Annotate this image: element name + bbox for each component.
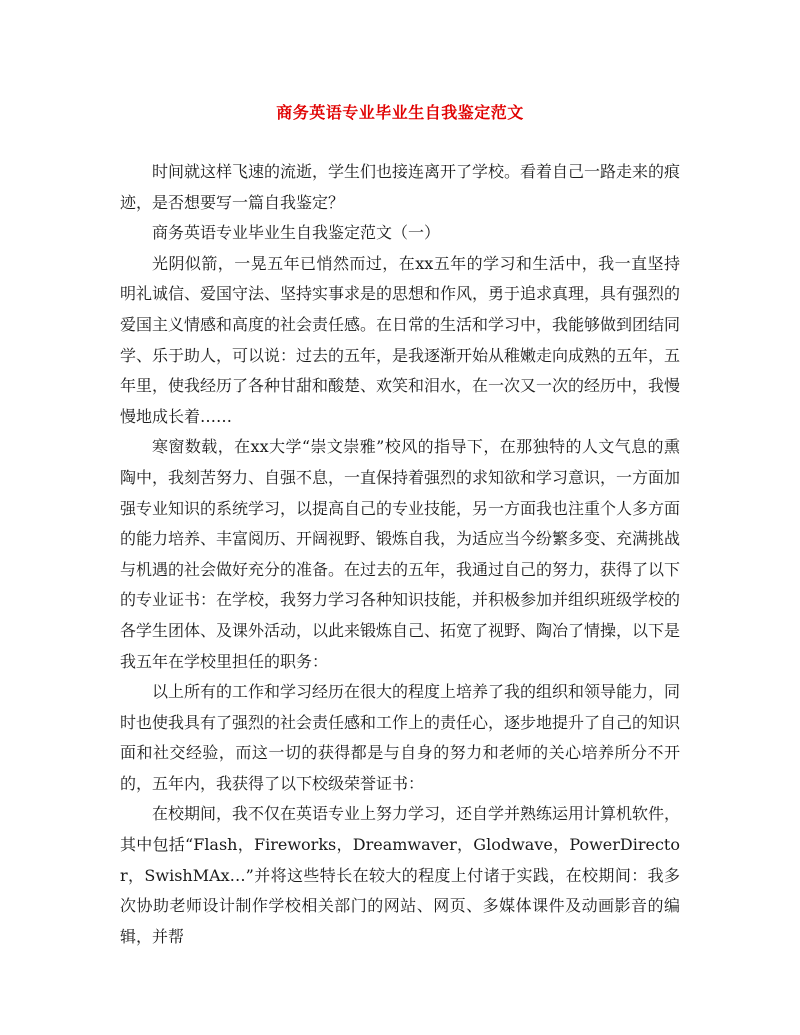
- paragraph-intro: 时间就这样飞速的流逝，学生们也接连离开了学校。看着自己一路走来的痕迹，是否想要写一篇自我鉴定？: [120, 162, 681, 212]
- paragraph-body-4: 在校期间，我不仅在英语专业上努力学习，还自学并熟练运用计算机软件，其中包括“Flash，Fireworks，Dreamwaver，Glodwave，PowerDirector，SwishMAx…”并将这些特长在较大的程度上付诸于实践，在校期间：我多次协助老师设计制作学校相关部门的网站、网页、多媒体课件及动画影音的编辑，并帮: [120, 804, 681, 946]
- paragraph-body-1: 光阴似箭，一晃五年已悄然而过，在xx五年的学习和生活中，我一直坚持明礼诚信、爱国守法、坚持实事求是的思想和作风，勇于追求真理，具有强烈的爱国主义情感和高度的社会责任感。在日常的生活和学习中，我能够做到团结同学、乐于助人，可以说：过去的五年，是我逐渐开始从稚嫩走向成熟的五年，五年里，使我经历了各种甘甜和酸楚、欢笑和泪水，在一次又一次的经历中，我慢慢地成长着……: [120, 253, 681, 426]
- paragraph-body-3: 以上所有的工作和学习经历在很大的程度上培养了我的组织和领导能力，同时也使我具有了强烈的社会责任感和工作上的责任心，逐步地提升了自己的知识面和社交经验，而这一切的获得都是与自身的努力和老师的关心培养所分不开的，五年内，我获得了以下校级荣誉证书：: [120, 682, 681, 793]
- document-title: 商务英语专业毕业生自我鉴定范文: [276, 103, 524, 122]
- paragraph-body-2: 寒窗数载，在xx大学“崇文崇雅”校风的指导下，在那独特的人文气息的熏陶中，我刻苦努力、自强不息，一直保持着强烈的求知欲和学习意识，一方面加强专业知识的系统学习，以提高自己的专业技能，另一方面我也注重个人多方面的能力培养、丰富阅历、开阔视野、锻炼自我，为适应当今纷繁多变、充满挑战与机遇的社会做好充分的准备。在过去的五年，我通过自己的努力，获得了以下的专业证书：在学校，我努力学习各种知识技能，并积极参加并组织班级学校的各学生团体、及课外活动，以此来锻炼自己、拓宽了视野、陶冶了情操，以下是我五年在学校里担任的职务：: [120, 437, 681, 671]
- paragraph-subheading: 商务英语专业毕业生自我鉴定范文（一）: [152, 223, 441, 243]
